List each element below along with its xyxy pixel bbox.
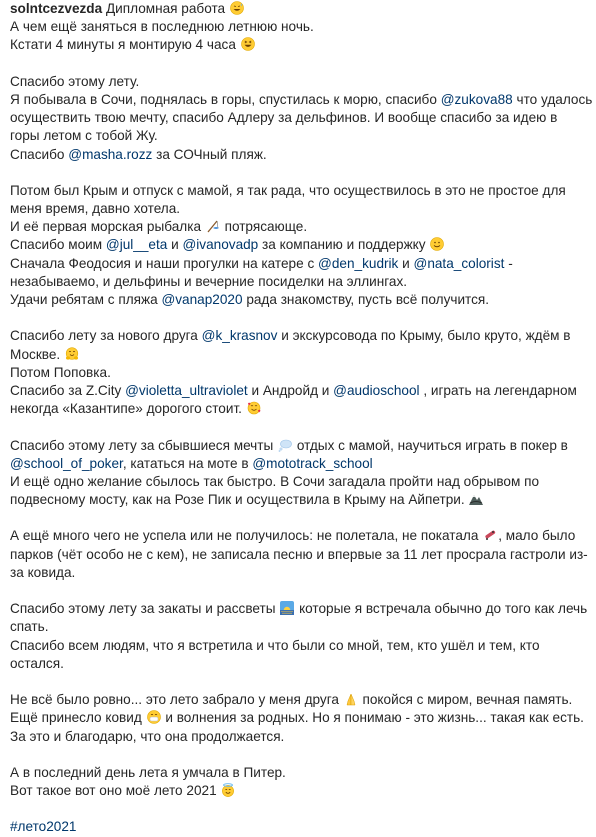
paragraph-gap (10, 418, 592, 436)
mention-link[interactable]: @k_krasnov (201, 328, 278, 344)
mention-link[interactable]: @school_of_poker (10, 455, 123, 471)
post-caption (10, 0, 592, 837)
caption-line: парков (чёт особо не с кем), не записала песню и впервые за 11 лет просрала гастроли из- (10, 546, 588, 562)
caption-line: Спасибо этому лету за закаты и рассветы которые я встречала обычно до того как лечь (10, 601, 588, 617)
caption-line: А чем ещё заняться в последнюю летнюю ночь. (10, 19, 314, 35)
paragraph-gap (10, 164, 592, 182)
caption-line: Спасибо всем людям, что я встретила и что были со мной, тем, кто ушёл и тем, кто (10, 637, 540, 653)
caption-line: Сначала Феодосия и наши прогулки на катере с @den_kudrik и @nata_colorist - (10, 255, 513, 271)
paragraph-gap (10, 746, 592, 764)
caption-line: Спасибо @masha.rozz за СОЧный пляж. (10, 146, 267, 162)
caption-line: Не всё было ровно... это лето забрало у меня друга покойся с миром, вечная память. (10, 692, 573, 708)
caption-line: горы летом с тобой Жу. (10, 128, 158, 144)
mention-link[interactable]: @vanap2020 (161, 292, 243, 307)
caption-line: Спасибо моим @jul__eta и @ivanovadp за компанию и поддержку (10, 236, 592, 254)
smiling-hearts-emoji (247, 401, 261, 415)
caption-line: И ещё одно желание сбылось так быстро. В Сочи загадала пройти над обрывом по (10, 473, 540, 489)
mention-link[interactable]: @mototrack_school (252, 455, 373, 471)
grin-squint-emoji (241, 37, 255, 51)
caption-line: подвесному мосту, как на Розе Пик и осуществила в Крыму на Айпетри. (10, 491, 592, 509)
folded-hands-emoji (344, 692, 358, 706)
caption-line: незабываемо, и дельфины и вечерние посиделки на эллингах. (10, 273, 408, 289)
paragraph-gap (10, 800, 592, 818)
caption-line: Ещё принесло ковид и волнения за родных. Но я понимаю - это жизнь... такая как есть. (10, 710, 584, 726)
hashtag-link[interactable]: #лето2021 (10, 819, 77, 835)
caption-line: Потом Поповка. (10, 364, 111, 380)
caption-line: Спасибо этому лету за сбывшиеся мечты отдых с мамой, научиться играть в покер в (10, 437, 568, 453)
caption-line (10, 818, 592, 836)
paragraph-gap (10, 582, 592, 600)
thought-balloon-emoji (278, 438, 292, 452)
caption-line: За это и благодарю, что она продолжается. (10, 728, 285, 744)
paragraph-gap (10, 55, 592, 73)
mention-link[interactable]: @zukova88 (440, 91, 513, 107)
sunrise-emoji (280, 601, 294, 615)
caption-line: solntcezvezda Дипломная работа (10, 0, 592, 18)
caption-line: Вот такое вот оно моё лето 2021 (10, 782, 592, 800)
skateboard-emoji (483, 528, 497, 542)
caption-line: Спасибо лету за нового друга @k_krasnov и экскурсовода по Крыму, было круто, ждём в (10, 328, 571, 344)
mention-link[interactable]: @audioschool (333, 382, 420, 398)
halo-face-emoji (221, 783, 235, 797)
fishing-pole-emoji (206, 219, 220, 233)
caption-line: Потом был Крым и отпуск с мамой, я так рада, что осуществилось в это не простое для (10, 182, 566, 198)
mention-link[interactable]: @jul__eta (105, 237, 168, 253)
mention-link[interactable]: @violetta_ultraviolet (125, 382, 248, 398)
caption-line: @school_of_poker, кататься на моте в @mototrack_school (10, 455, 373, 471)
paragraph-gap (10, 673, 592, 691)
mention-link[interactable]: @den_kudrik (318, 255, 399, 271)
paragraph-gap (10, 509, 592, 527)
mention-link[interactable]: @masha.rozz (68, 146, 153, 162)
caption-line: И её первая морская рыбалка потрясающе. (10, 219, 308, 235)
caption-line: Спасибо этому лету. (10, 73, 140, 89)
grinning-sweat-emoji (230, 1, 244, 15)
caption-line: осуществить твою мечту, спасибо Адлеру за дельфинов. И вообще спасибо за идею в (10, 110, 558, 126)
caption-line: А ещё много чего не успела или не получилось: не полетала, не покатала , мало было (10, 528, 576, 544)
caption-line: за ковида. (10, 564, 76, 580)
caption-line: А в последний день лета я умчала в Питер. (10, 764, 286, 780)
caption-line: остался. (10, 655, 64, 671)
mention-link[interactable]: @nata_colorist (413, 255, 505, 271)
caption-line: меня время, давно хотела. (10, 201, 181, 217)
caption-line: Москве. (10, 346, 592, 364)
smiling-face-emoji (430, 237, 444, 251)
caption-line: Я побывала в Сочи, поднялась в горы, спустилась к морю, спасибо @zukova88 что удалось (10, 91, 593, 107)
caption-line: Кстати 4 минуты я монтирую 4 часа (10, 36, 592, 54)
hugging-face-emoji (65, 347, 79, 361)
caption-line: Спасибо за Z.City @violetta_ultraviolet и Андройд и @audioschool , играть на легендарном (10, 382, 577, 398)
caption-line: Удачи ребятам с пляжа @vanap2020 рада знакомству, пусть всё получится. (10, 292, 490, 307)
paragraph-gap (10, 309, 592, 327)
caption-line: спать. (10, 619, 49, 635)
mention-link[interactable]: @ivanovadp (182, 237, 259, 253)
post-username[interactable]: solntcezvezda (10, 1, 103, 16)
mountain-bridge-emoji (469, 492, 483, 506)
mask-face-emoji (147, 710, 161, 724)
caption-line: некогда «Казантипе» дорогого стоит. (10, 400, 592, 418)
